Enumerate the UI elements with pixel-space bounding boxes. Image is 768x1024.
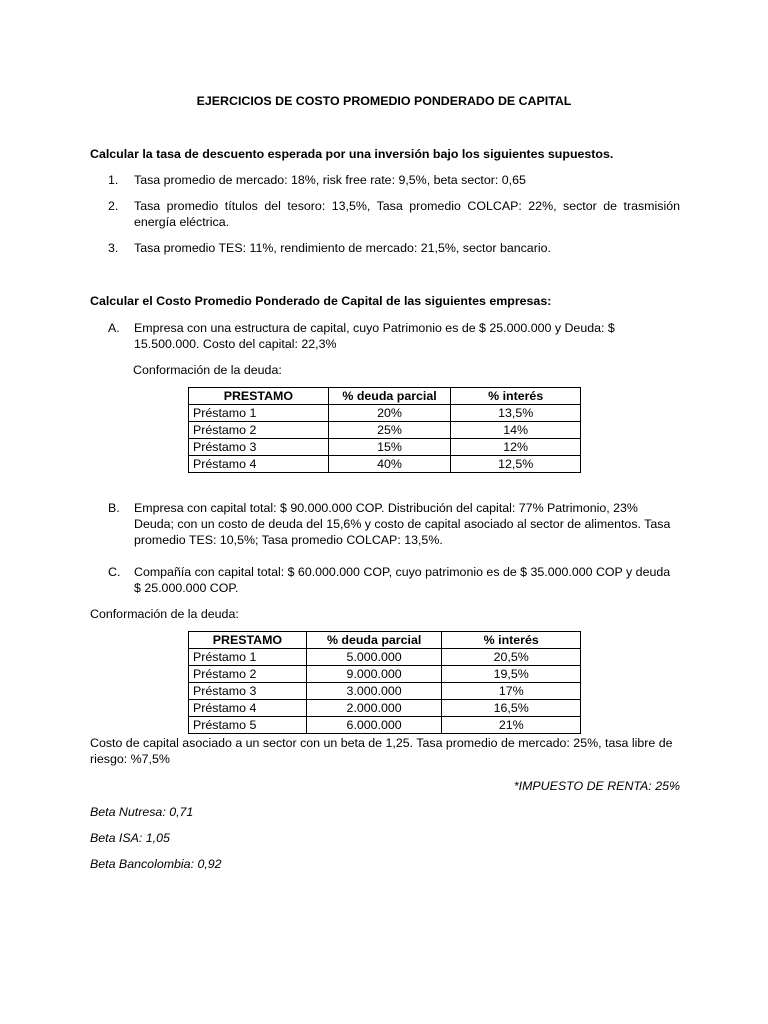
list-letter: B. — [108, 501, 120, 515]
document-title: EJERCICIOS DE COSTO PROMEDIO PONDERADO DE CAPITAL — [196, 94, 572, 108]
table-cell: 14% — [451, 422, 581, 439]
table-cell: 40% — [328, 456, 451, 473]
list-text: Empresa con capital total: $ 90.000.000 COP. Distribución del capital: 77% Patrimonio, 23% Deuda; con un costo de deuda del 15,6% y costo de capital asociado al sector de alimentos. Tasa promedio TES: 10,5%; Tasa promedio COLCAP: 13,5%. — [134, 501, 671, 548]
beta-line: Beta ISA: 1,05 — [90, 831, 170, 845]
list-text: Tasa promedio de mercado: 18%, risk free rate: 9,5%, beta sector: 0,65 — [134, 173, 526, 187]
table-cell: 20,5% — [442, 649, 581, 666]
table-row — [189, 649, 581, 666]
column-header: % deuda parcial — [306, 632, 442, 649]
note-c: Costo de capital asociado a un sector con un beta de 1,25. Tasa promedio de mercado: 25%, tasa libre de riesgo: %7,5% — [90, 736, 673, 767]
column-header: % interés — [442, 632, 581, 649]
beta-line: Beta Nutresa: 0,71 — [90, 805, 194, 819]
table-cell: 21% — [442, 717, 581, 734]
table-cell: Préstamo 3 — [189, 439, 329, 456]
table-cell: 16,5% — [442, 700, 581, 717]
list-number: 2. — [108, 199, 119, 213]
table-cell: 20% — [328, 405, 451, 422]
table-row — [189, 666, 581, 683]
table-cell: 2.000.000 — [306, 700, 442, 717]
table-cell: 17% — [442, 683, 581, 700]
list-letter: A. — [108, 321, 120, 335]
table-row — [189, 456, 581, 473]
debt-label: Conformación de la deuda: — [90, 607, 239, 621]
list-text: Tasa promedio títulos del tesoro: 13,5%, Tasa promedio COLCAP: 22%, sector de trasmisión energía eléctrica. — [134, 199, 680, 230]
section2-heading: Calcular el Costo Promedio Ponderado de Capital de las siguientes empresas: — [90, 294, 552, 308]
table-row — [189, 700, 581, 717]
list-text: Compañía con capital total: $ 60.000.000 COP, cuyo patrimonio es de $ 35.000.000 COP y deuda $ 25.000.000 COP. — [134, 565, 671, 596]
table-row — [189, 439, 581, 456]
table-cell: 13,5% — [451, 405, 581, 422]
table-cell: 12% — [451, 439, 581, 456]
list-letter: C. — [108, 565, 121, 579]
table-cell: 12,5% — [451, 456, 581, 473]
table-cell: 25% — [328, 422, 451, 439]
table-cell: Préstamo 2 — [189, 422, 329, 439]
column-header: PRESTAMO — [189, 632, 307, 649]
column-header: % deuda parcial — [328, 388, 451, 405]
table-cell: Préstamo 1 — [189, 649, 307, 666]
table-cell: Préstamo 4 — [189, 456, 329, 473]
table-row — [189, 683, 581, 700]
table-cell: 9.000.000 — [306, 666, 442, 683]
table-cell: Préstamo 3 — [189, 683, 307, 700]
list-text: Tasa promedio TES: 11%, rendimiento de mercado: 21,5%, sector bancario. — [134, 241, 551, 255]
table-row — [189, 405, 581, 422]
table-cell: 6.000.000 — [306, 717, 442, 734]
debt-table-c — [188, 631, 581, 734]
table-cell: Préstamo 4 — [189, 700, 307, 717]
beta-line: Beta Bancolombia: 0,92 — [90, 857, 222, 871]
column-header: % interés — [451, 388, 581, 405]
table-cell: 3.000.000 — [306, 683, 442, 700]
section1-heading: Calcular la tasa de descuento esperada por una inversión bajo los siguientes supuestos. — [90, 147, 614, 161]
table-cell: 15% — [328, 439, 451, 456]
table-cell: 19,5% — [442, 666, 581, 683]
tax-note: *IMPUESTO DE RENTA: 25% — [513, 779, 680, 793]
debt-table-a — [188, 387, 581, 473]
column-header: PRESTAMO — [189, 388, 329, 405]
list-number: 1. — [108, 173, 119, 187]
table-cell: Préstamo 1 — [189, 405, 329, 422]
table-cell: 5.000.000 — [306, 649, 442, 666]
list-number: 3. — [108, 241, 119, 255]
table-cell: Préstamo 5 — [189, 717, 307, 734]
table-row — [189, 422, 581, 439]
table-row — [189, 717, 581, 734]
debt-label: Conformación de la deuda: — [133, 363, 282, 377]
list-text: Empresa con una estructura de capital, cuyo Patrimonio es de $ 25.000.000 y Deuda: $ 15.500.000. Costo del capital: 22,3% — [134, 321, 615, 352]
table-cell: Préstamo 2 — [189, 666, 307, 683]
